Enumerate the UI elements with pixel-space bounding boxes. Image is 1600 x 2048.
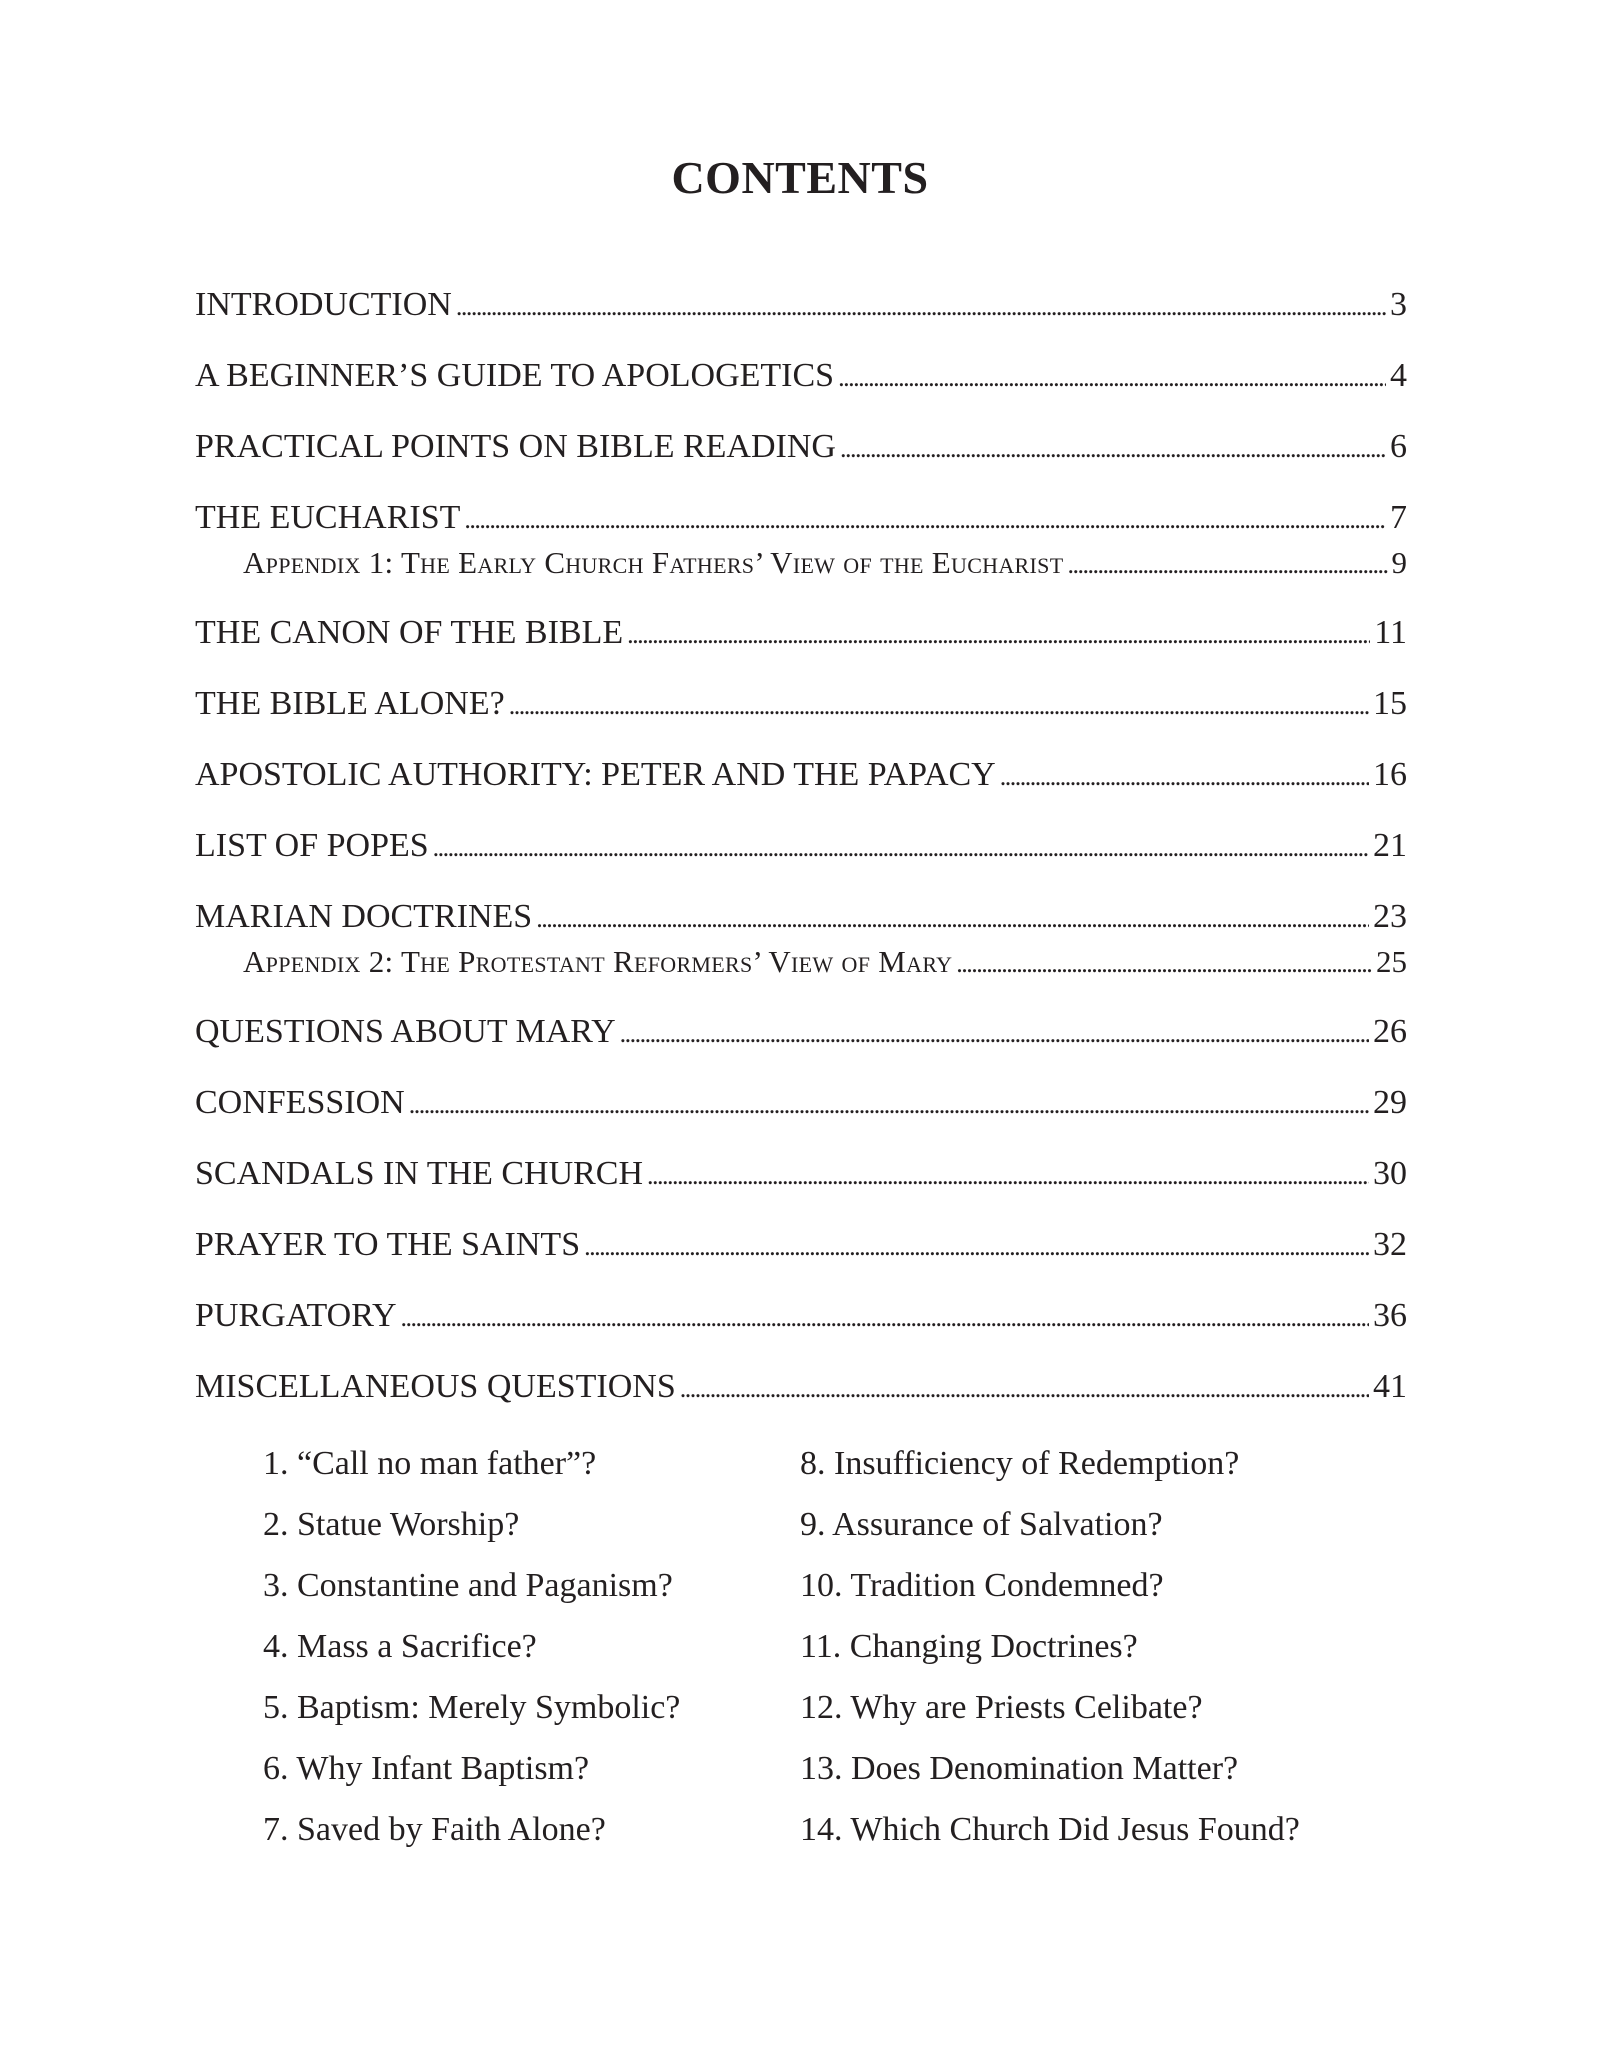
list-item[interactable]: 8. Insufficiency of Redemption?: [800, 1445, 1240, 1482]
toc-page-number: 7: [1390, 499, 1407, 536]
toc-page-number: 9: [1391, 545, 1407, 580]
toc-entry-scandals[interactable]: [195, 1153, 1407, 1197]
toc-page-number: 32: [1373, 1226, 1407, 1263]
dot-leader: [647, 1153, 1369, 1197]
toc-entry-apostolic-authority[interactable]: [195, 754, 1407, 798]
toc-entry-label: A BEGINNER’S GUIDE TO APOLOGETICS: [195, 357, 835, 394]
list-item[interactable]: 10. Tradition Condemned?: [800, 1567, 1164, 1604]
toc-entry-label: MISCELLANEOUS QUESTIONS: [195, 1368, 676, 1405]
toc-page-number: 26: [1373, 1013, 1407, 1050]
toc-page-number: 30: [1373, 1155, 1407, 1192]
list-item[interactable]: 7. Saved by Faith Alone?: [263, 1811, 606, 1848]
toc-entry-label: THE CANON OF THE BIBLE: [195, 614, 624, 651]
toc-page-number: 23: [1373, 898, 1407, 935]
dot-leader: [956, 943, 1372, 983]
toc-entry-bible-alone[interactable]: [195, 683, 1407, 727]
toc-entry-introduction[interactable]: [195, 284, 1407, 328]
dot-leader: [840, 426, 1386, 470]
toc-entry-apologetics[interactable]: [195, 355, 1407, 399]
dot-leader: [464, 497, 1386, 541]
misc-column-right: [800, 1433, 1300, 1860]
toc-entry-miscellaneous[interactable]: [195, 1366, 1407, 1410]
list-item[interactable]: 2. Statue Worship?: [263, 1506, 520, 1543]
toc-entry-appendix-2[interactable]: [243, 943, 1407, 983]
dot-leader: [509, 683, 1369, 727]
page-title: CONTENTS: [671, 152, 929, 203]
toc-page-number: 3: [1390, 286, 1407, 323]
list-item[interactable]: 9. Assurance of Salvation?: [800, 1506, 1163, 1543]
toc-entry-label: THE EUCHARIST: [195, 499, 461, 536]
toc-entry-label: Appendix 1: The Early Church Fathers’ View of the Eucharist: [243, 545, 1064, 580]
toc-entry-label: SCANDALS IN THE CHURCH: [195, 1155, 644, 1192]
toc-page-number: 4: [1390, 357, 1407, 394]
toc-entry-eucharist[interactable]: [195, 497, 1407, 541]
toc-page-number: 15: [1373, 685, 1407, 722]
toc-page-number: 29: [1373, 1084, 1407, 1121]
toc-page-number: 6: [1390, 428, 1407, 465]
list-item[interactable]: 13. Does Denomination Matter?: [800, 1750, 1239, 1787]
toc-entry-label: APOSTOLIC AUTHORITY: PETER AND THE PAPACY: [195, 756, 996, 793]
dot-leader: [401, 1295, 1369, 1339]
toc-page-number: 41: [1373, 1368, 1407, 1405]
dot-leader: [1067, 544, 1387, 584]
toc-entry-label: PRACTICAL POINTS ON BIBLE READING: [195, 428, 836, 465]
toc-entry-canon[interactable]: [195, 612, 1407, 656]
toc-entry-label: THE BIBLE ALONE?: [195, 685, 505, 722]
toc-page-number: 16: [1373, 756, 1407, 793]
list-item[interactable]: 1. “Call no man father”?: [263, 1445, 597, 1482]
toc-page-number: 25: [1376, 944, 1407, 979]
list-item[interactable]: 5. Baptism: Merely Symbolic?: [263, 1689, 681, 1726]
miscellaneous-questions-list: [0, 1433, 1600, 1873]
misc-column-left: [263, 1433, 680, 1860]
dot-leader: [620, 1011, 1369, 1055]
toc-page-number: 36: [1373, 1297, 1407, 1334]
toc-entry-label: PRAYER TO THE SAINTS: [195, 1226, 581, 1263]
toc-entry-bible-reading[interactable]: [195, 426, 1407, 470]
list-item[interactable]: 4. Mass a Sacrifice?: [263, 1628, 537, 1665]
toc-entry-label: MARIAN DOCTRINES: [195, 898, 533, 935]
dot-leader: [456, 284, 1386, 328]
dot-leader: [838, 355, 1386, 399]
toc-entry-purgatory[interactable]: [195, 1295, 1407, 1339]
list-item[interactable]: 12. Why are Priests Celibate?: [800, 1689, 1203, 1726]
dot-leader: [1000, 754, 1369, 798]
toc-entry-label: INTRODUCTION: [195, 286, 452, 323]
dot-leader: [584, 1224, 1369, 1268]
dot-leader: [409, 1082, 1369, 1126]
dot-leader: [680, 1366, 1369, 1410]
toc-entry-label: Appendix 2: The Protestant Reformers’ View of Mary: [243, 944, 953, 979]
toc-entry-marian-doctrines[interactable]: [195, 896, 1407, 940]
dot-leader: [433, 825, 1369, 869]
list-item[interactable]: 3. Constantine and Paganism?: [263, 1567, 673, 1604]
toc-entry-list-of-popes[interactable]: [195, 825, 1407, 869]
list-item[interactable]: 6. Why Infant Baptism?: [263, 1750, 590, 1787]
dot-leader: [536, 896, 1369, 940]
dot-leader: [627, 612, 1370, 656]
toc-entry-label: PURGATORY: [195, 1297, 397, 1334]
toc-entry-appendix-1[interactable]: [243, 544, 1407, 584]
list-item[interactable]: 14. Which Church Did Jesus Found?: [800, 1811, 1300, 1848]
toc-entry-label: QUESTIONS ABOUT MARY: [195, 1013, 616, 1050]
toc-entry-prayer-to-saints[interactable]: [195, 1224, 1407, 1268]
toc-entry-label: CONFESSION: [195, 1084, 405, 1121]
list-item[interactable]: 11. Changing Doctrines?: [800, 1628, 1138, 1665]
toc-page-number: 21: [1373, 827, 1407, 864]
toc-entry-questions-about-mary[interactable]: [195, 1011, 1407, 1055]
toc-entry-label: LIST OF POPES: [195, 827, 429, 864]
toc-page-number: 11: [1374, 614, 1407, 651]
toc-entry-confession[interactable]: [195, 1082, 1407, 1126]
